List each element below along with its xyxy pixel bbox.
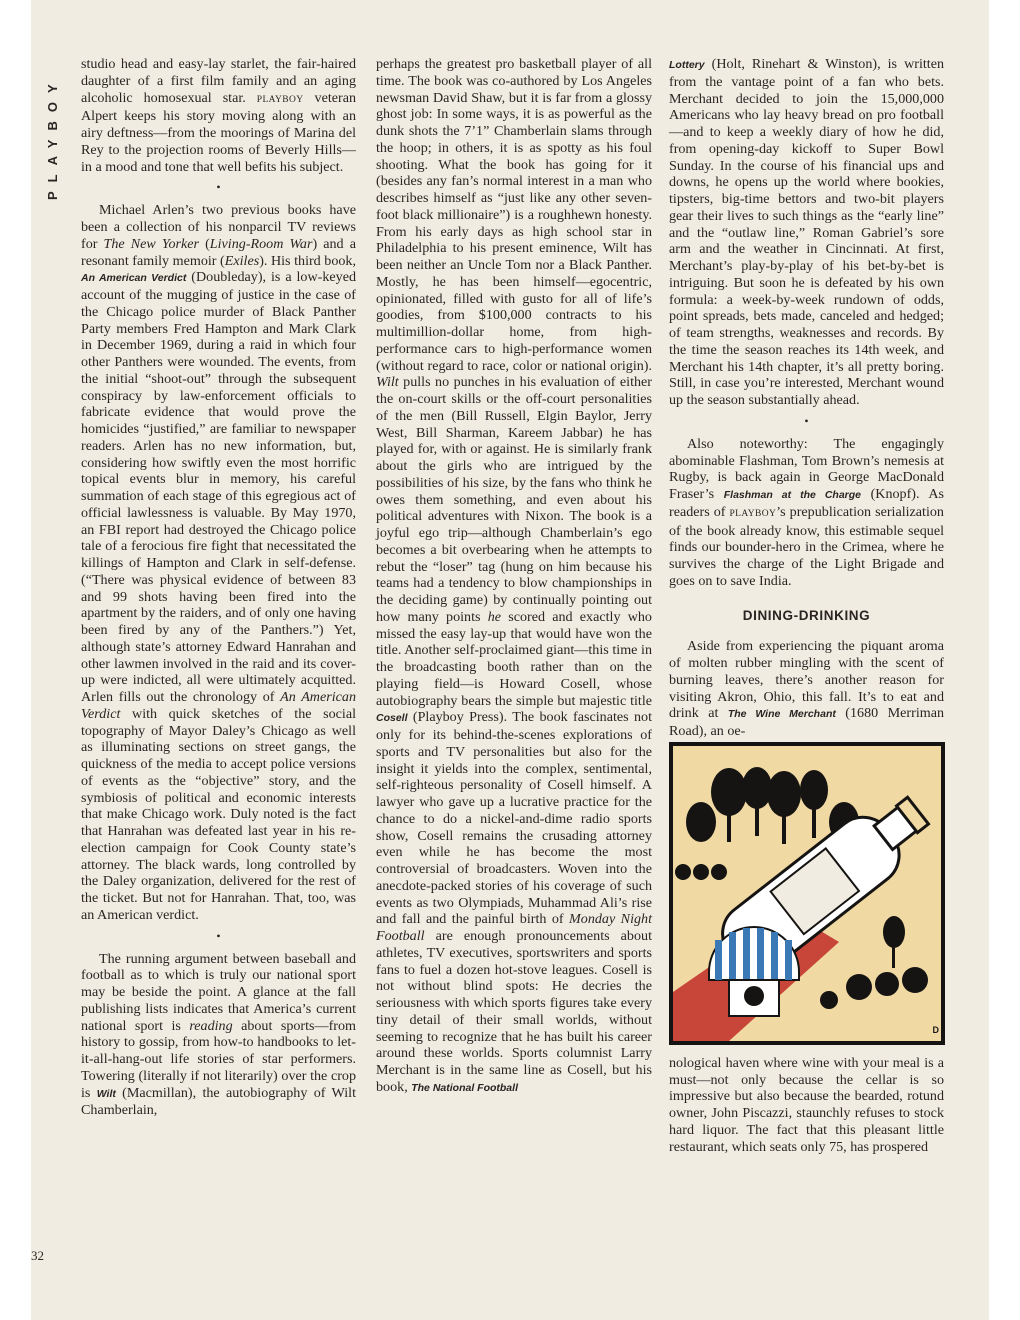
text-run: (Doubleday), is a low-keyed account of the mugging of justice in the case of the Chicago police murder of Black Panther Party members Fred Hampton and Mark Clark in December 1969, during a raid in which four other Panthers were wounded. The events, from the initial “shoot-out” through the subsequent conspiracy by law-enforcement officials to fabricate evidence that would prove the homicides “justified,” are familiar to newspaper readers. Arlen has no new information, but, considering how swiftly even the most horrific topical events blur in memory, his careful summation of each stage of this egregious act of official lawlessness is valuable. By May 1970, an FBI report had destroyed the Chicago police tale of a ferocious fire fight that necessitated the killings of Hampton and Clark in self-defense. (“There was physical evidence of between 83 and 99 shots having been fired into the apartment by the raiders, and of only one having been fired by any of the Panthers.”) Yet, although state’s attorney Edward Hanrahan and other lawmen involved in the raid and its cover-up were indicted, all were ultimately acquitted. Arlen fills out the chronology of <box>81 269 356 705</box>
column-1 <box>81 56 356 1119</box>
book-title: Living-Room War <box>209 235 313 252</box>
book-title: Cosell <box>376 712 408 725</box>
text-run: (Knopf). As readers of <box>669 486 944 520</box>
paragraph <box>81 951 356 1120</box>
text-run: The running argument between baseball and football as to which is truly our national sport may be beside the point. A glance at the fall publishing lists indicates that America’s current national sport is <box>81 950 356 1034</box>
masthead: PLAYBOY <box>45 75 60 200</box>
text-run: Michael Arlen’s two previous books have been a collection of his nonparcil TV reviews for <box>81 202 356 252</box>
illustration-art <box>669 742 945 1045</box>
paragraph <box>376 56 652 1097</box>
text-run: ’s prepublication serialization of the book already know, this estimable sequel finds our bounder-hero in the Crimea, where he survives the charge of the Light Brigade and goes on to save India. <box>669 503 944 589</box>
section-bullet: • <box>804 413 809 428</box>
section-bullet: • <box>216 928 221 943</box>
section-heading: DINING-DRINKING <box>742 607 871 623</box>
text-run: scored and exactly who missed the easy lay-up that would have won the title. Another self-proclaimed giant—this time in the broadcasting booth rather than on the playing field—is Howard Cosell, whose autobiography bears the simple but majestic title <box>376 608 652 709</box>
text-run: (Holt, Rinehart & Winston), is written from the vantage point of a fan who bets. Merchant decided to join the 15,000,000 Americans who lay heavy bread on pro football—and to keep a weekly diary of how he did, from opening-day kickoff to Super Bowl Sunday. In the course of his financial ups and downs, he opens up the world where bookies, tipsters, big-time bettors and two-bit players gear their lives to such things as the “early line” and the “outlaw line,” Roman Gabriel’s sore arm and the weather in Cincinnati. At first, Merchant’s play-by-play of his bet-by-bet is intriguing. But soon he is defeated by his own formula: a week-by-week rundown of odds, point spreads, bets made, canceled and hedged; of team strengths, weaknesses and records. By the time the season reaches its 14th week, and Merchant his 14th chapter, it’s all pretty boring. Still, in case you’re interested, Merchant wound up the season substantially ahead. <box>669 56 944 408</box>
text-run: veteran Alpert keeps his story moving along with an airy deftness—from the moorings of Marina del Rey to the projection rooms of Beverly Hills—in a mood and tone that well befits his subject. <box>81 89 356 175</box>
text-run: ) and a resonant family memoir ( <box>81 235 356 269</box>
text-run: nological haven where wine with your meal is a must—not only because the cellar is so impressive but also because the bearded, rotund owner, John Piscazzi, staunchly refuses to stock hard liquor. The fact that this pleasant little restaurant, which seats only 75, has prospered <box>669 1054 944 1155</box>
magazine-name: PLAYBOY <box>256 94 304 105</box>
book-title: Exiles <box>224 252 260 269</box>
emphasis: he <box>487 608 502 625</box>
text-run: (Macmillan), the autobiography of Wilt Chamberlain, <box>81 1084 356 1119</box>
text-run: Also noteworthy: The engagingly abominable Flashman, Tom Brown’s nemesis at Rugby, is back again in George MacDonald Fraser’s <box>669 435 944 502</box>
paragraph <box>669 638 944 740</box>
page-number: 32 <box>31 1248 44 1263</box>
column-2 <box>376 56 652 1097</box>
text-run: (Playboy Press). The book fascinates not only for its behind-the-scenes explorations of sports and TV personalities but also for the insight it yields into the complex, sentimental, self-righteous personality of Cosell himself. A lawyer who gave up a lucrative practice for the chance to do a nickel-and-dime radio sports show, Cosell remains the crusading attorney even while he has become the most controversial of broadcasters. Woven into the anecdote-packed stories of his coverage of such events as two Olympiads, Muhammad Ali’s rise and fall and the painful birth of <box>376 709 652 928</box>
paragraph <box>81 202 356 923</box>
magazine-name: PLAYBOY <box>729 508 777 519</box>
wine-bottle-illustration <box>669 742 945 1045</box>
book-title: Wilt <box>96 1087 116 1100</box>
book-title: Wilt <box>376 374 399 391</box>
text-run: studio head and easy-lay starlet, the fair-haired daughter of a first film family and an aging alcoholic homosexual star. <box>81 56 356 106</box>
book-title: Flashman at the Charge <box>723 489 861 501</box>
restaurant-name: The Wine Merchant <box>727 708 836 721</box>
text-run: ( <box>199 235 210 252</box>
book-title: The National Football <box>411 1081 518 1094</box>
paragraph <box>669 436 944 590</box>
paragraph <box>669 1055 944 1156</box>
section-bullet: • <box>216 180 221 195</box>
publication-title: The New Yorker <box>103 235 199 252</box>
artist-initial: D <box>932 1025 939 1035</box>
text-run: ). His third book, <box>259 252 356 269</box>
text-run: about sports—from history to gossip, from how-to handbooks to let-it-all-hang-out life stories of star performers. Towering (literally if not literarily) over the crop is <box>81 1017 356 1101</box>
book-title: Lottery <box>669 59 705 71</box>
emphasis: reading <box>189 1017 233 1034</box>
paragraph <box>81 56 356 175</box>
text-run: Aside from experiencing the piquant aroma of molten rubber mingling with the scent of burning leaves, there’s another reason for visiting Akron, Ohio, this fall. It’s to eat and drink at <box>669 638 944 722</box>
paragraph <box>669 56 944 409</box>
magazine-page <box>31 0 989 1320</box>
show-title: Monday Night Football <box>376 911 652 944</box>
text-run: pulls no punches in his evaluation of either the on-court skills or the off-court personalities of the men (Bill Russell, Elgin Baylor, Jerry West, Bill Sharman, Kareem Jabbar) he has played for, with or against. He is similarly frank about the girls who are intrigued by the possibilities of his size, by the fans who think he owes them something, and even about his political adventures with Nixon. The book is a joyful ego trip—although Chamberlain’s ego becomes a bit overbearing when he attempts to rebut the “loser” tag (hung on him because his teams had a tendency to blow championships in the deciding game) by continually pointing out how many points <box>376 374 652 625</box>
book-title: An American Verdict <box>81 272 187 285</box>
text-run: with quick sketches of the social topography of Mayor Daley’s Chicago as well as illuminating sections on street gangs, the quickness of the media to accept police versions of events as the “objective” story, and the symbiosis of political and economic interests that make Chicago work. Duly noted is the fact that Hanrahan was defeated last year in his re-election campaign for Cook County state’s attorney. The black wards, long controlled by the Daley organization, delivered for the rest of the ticket. But not for Hanrahan. That, too, was an American verdict. <box>81 705 356 923</box>
column-3 <box>669 56 944 1155</box>
text-run: perhaps the greatest pro basketball player of all time. The book was co-authored by Los Angeles newsman David Shaw, but it is far from a glossy ghost job: In some ways, it is as powerful as the dunk shots the 7’1” Chamberlain slams through the hoop; in others, it is as spotty as his foul shooting. What the book has going for it (besides any fan’s normal interest in a man who describes himself as “just like any other seven-foot black millionaire”) is a roughhewn honesty. From his early days as high school star in Philadelphia to his present eminence, Wilt has been neither an Uncle Tom nor a Black Panther. Mostly, he has been himself—egocentric, opinionated, filled with gusto for all of life’s goodies, from $100,000 contracts to his multimillion-dollar home, from high-performance cars to high-performance women (without regard to race, color or national origin). <box>376 56 652 374</box>
text-run: are enough pronouncements about athletes, TV executives, sportswriters and sports fans to fuel a dozen hot-stove leagues. Cosell is not without blind spots: He decries the seriousness with which sports figures take every tiny detail of their small worlds, without seeming to recognize that he has built his career around these worlds. Sports columnist Larry Merchant is in the same line as Cosell, but his book, <box>376 928 652 1095</box>
book-title: An American Verdict <box>81 689 356 722</box>
text-run: (1680 Merriman Road), an oe- <box>669 705 944 739</box>
